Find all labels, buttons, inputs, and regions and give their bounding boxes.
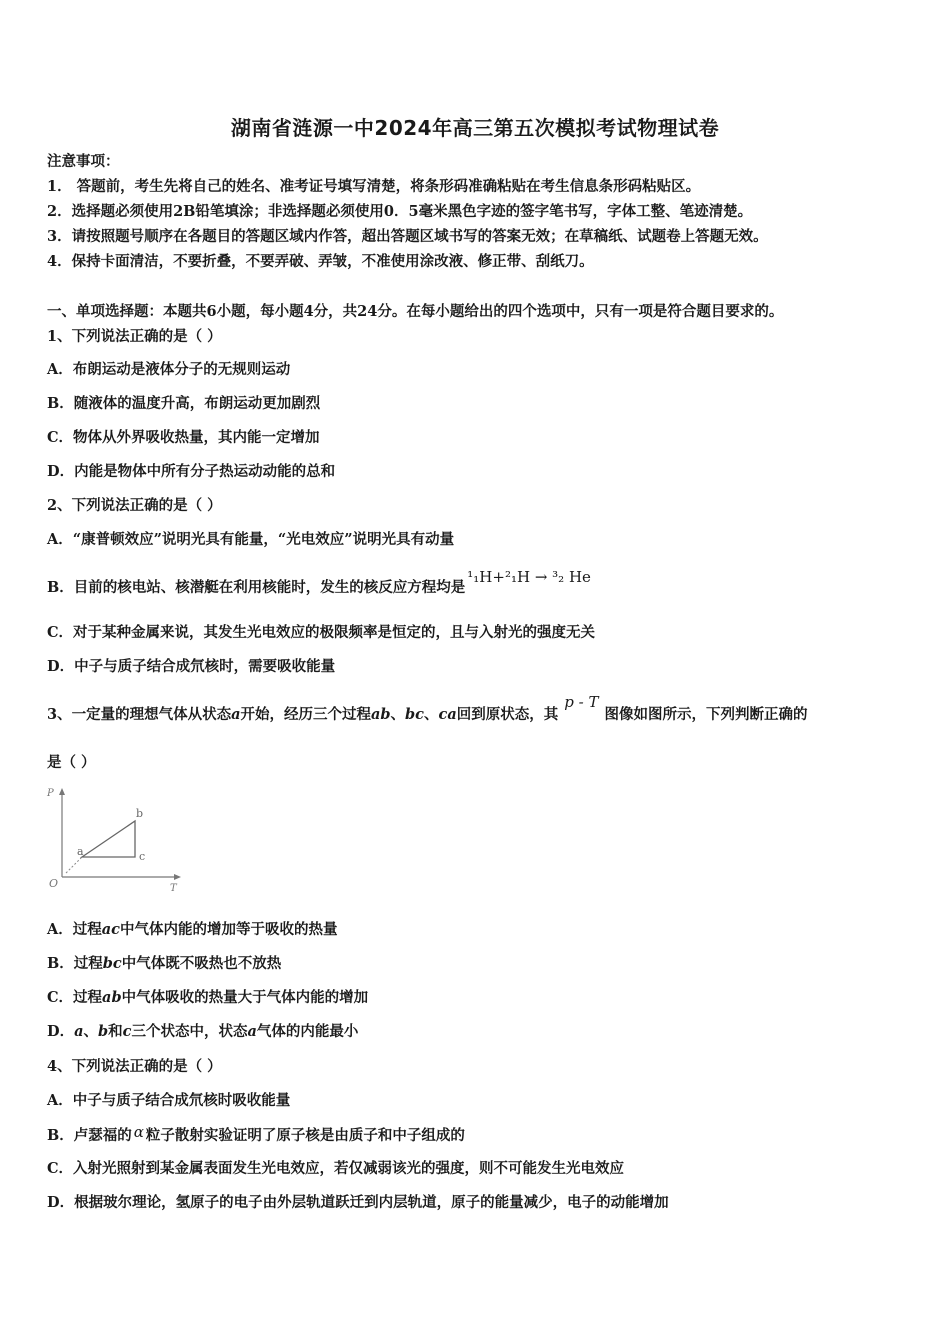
var-bc: bc bbox=[405, 706, 425, 723]
var-b: b bbox=[97, 1023, 109, 1040]
option-text: 中气体吸收的热量大于气体内能的增加 bbox=[121, 989, 369, 1006]
q3-stem-text: 3、一定量的理想气体从状态 bbox=[47, 706, 232, 723]
option-text: B．过程 bbox=[47, 955, 103, 972]
page-title: 湖南省涟源一中2024年高三第五次模拟考试物理试卷 bbox=[230, 116, 720, 140]
section-heading: 一、单项选择题：本题共6小题，每小题4分，共24分。在每小题给出的四个选项中，只有一项是符合题目要求的。 bbox=[47, 303, 784, 320]
var-c: c bbox=[122, 1023, 132, 1040]
q4-stem: 4、下列说法正确的是（ ） bbox=[47, 1058, 222, 1075]
var-bc: bc bbox=[102, 955, 122, 972]
notice-item-2: 2．选择题必须使用2B铅笔填涂；非选择题必须使用0．5毫米黑色字迹的签字笔书写，字体工整、笔迹清楚。 bbox=[47, 203, 753, 220]
q1-option-a: A．布朗运动是液体分子的无规则运动 bbox=[47, 361, 291, 378]
option-text: 中气体既不吸热也不放热 bbox=[121, 955, 282, 972]
q1-option-d: D．内能是物体中所有分子热运动动能的总和 bbox=[47, 463, 336, 480]
option-text: 中气体内能的增加等于吸收的热量 bbox=[119, 921, 338, 938]
q3-stem-text: 图像如图所示，下列判断正确的 bbox=[604, 706, 808, 723]
q2-option-c: C．对于某种金属来说，其发生光电效应的极限频率是恒定的，且与入射光的强度无关 bbox=[47, 624, 596, 641]
q4-option-d: D．根据玻尔理论，氢原子的电子由外层轨道跃迁到内层轨道，原子的能量减少，电子的动能增加 bbox=[47, 1194, 669, 1211]
var-ca: ca bbox=[438, 706, 457, 723]
q1-option-b: B．随液体的温度升高，布朗运动更加剧烈 bbox=[47, 395, 321, 412]
q2-option-d: D．中子与质子结合成氘核时，需要吸收能量 bbox=[47, 658, 336, 675]
var-a: a bbox=[74, 1023, 84, 1040]
point-c-label: c bbox=[139, 850, 146, 863]
q2-stem: 2、下列说法正确的是（ ） bbox=[47, 497, 222, 514]
dashed-line bbox=[66, 857, 82, 873]
t-axis-arrow bbox=[174, 874, 181, 880]
notice-item-1: 1． 答题前，考生先将自己的姓名、准考证号填写清楚，将条形码准确粘贴在考生信息条形码粘贴区。 bbox=[47, 178, 701, 195]
var-a: a bbox=[247, 1023, 257, 1040]
q3-option-b bbox=[47, 954, 281, 974]
origin-label: O bbox=[49, 877, 59, 890]
q3-stem-text: 开始，经历三个过程 bbox=[240, 706, 371, 723]
q3-stem bbox=[47, 693, 808, 725]
notice-item-3: 3．请按照题号顺序在各题目的答题区域内作答，超出答题区域书写的答案无效；在草稿纸、试题卷上答题无效。 bbox=[47, 228, 768, 245]
notice-heading: 注意事项： bbox=[47, 153, 120, 170]
var-ab: ab bbox=[371, 706, 391, 723]
var-a: a bbox=[231, 706, 241, 723]
q3-stem-continued: 是（ ） bbox=[47, 754, 96, 771]
q4-option-b bbox=[47, 1125, 465, 1146]
t-label: T bbox=[170, 883, 177, 893]
q3-option-d bbox=[47, 1022, 358, 1042]
p-label: P bbox=[47, 788, 54, 799]
q3-option-a bbox=[47, 920, 337, 940]
option-text: D． bbox=[47, 1023, 75, 1040]
option-text: 三个状态中，状态 bbox=[131, 1023, 248, 1040]
q4-option-c: C．入射光照射到某金属表面发生光电效应，若仅减弱该光的强度，则不可能发生光电效应 bbox=[47, 1160, 625, 1177]
point-a-label: a bbox=[77, 845, 84, 858]
p-t-diagram bbox=[46, 785, 186, 893]
p-axis-arrow bbox=[59, 788, 65, 795]
separator: 、 bbox=[424, 706, 439, 723]
option-text: C．过程 bbox=[47, 989, 103, 1006]
point-b-label: b bbox=[136, 807, 144, 820]
var-ac: ac bbox=[101, 921, 120, 938]
q3-stem-text: 回到原状态，其 bbox=[456, 706, 559, 723]
q4-option-a: A．中子与质子结合成氘核时吸收能量 bbox=[47, 1092, 291, 1109]
separator: 、 bbox=[83, 1023, 98, 1040]
notice-item-4: 4．保持卡面清洁，不要折叠，不要弄破、弄皱，不准使用涂改液、修正带、刮纸刀。 bbox=[47, 253, 594, 270]
q2-option-b-text: B．目前的核电站、核潜艇在利用核能时，发生的核反应方程均是 bbox=[47, 579, 466, 596]
p-t-label: p - T bbox=[564, 693, 599, 711]
separator: 和 bbox=[108, 1023, 123, 1040]
triangle-abc bbox=[82, 821, 135, 857]
q3-option-c bbox=[47, 988, 368, 1008]
option-text: B．卢瑟福的 bbox=[47, 1127, 132, 1144]
q1-stem: 1、下列说法正确的是（ ） bbox=[47, 328, 222, 345]
var-ab: ab bbox=[102, 989, 122, 1006]
alpha-symbol: α bbox=[133, 1123, 144, 1141]
option-text: 粒子散射实验证明了原子核是由质子和中子组成的 bbox=[145, 1127, 465, 1144]
nuclear-equation: ¹₁H+²₁H → ³₂ He bbox=[467, 568, 591, 586]
q2-option-a: A．“康普顿效应”说明光具有能量，“光电效应”说明光具有动量 bbox=[47, 531, 455, 548]
option-text: A．过程 bbox=[47, 921, 102, 938]
separator: 、 bbox=[390, 706, 406, 723]
q1-option-c: C．物体从外界吸收热量，其内能一定增加 bbox=[47, 429, 320, 446]
q2-option-b bbox=[47, 568, 591, 598]
option-text: 气体的内能最小 bbox=[256, 1023, 359, 1040]
